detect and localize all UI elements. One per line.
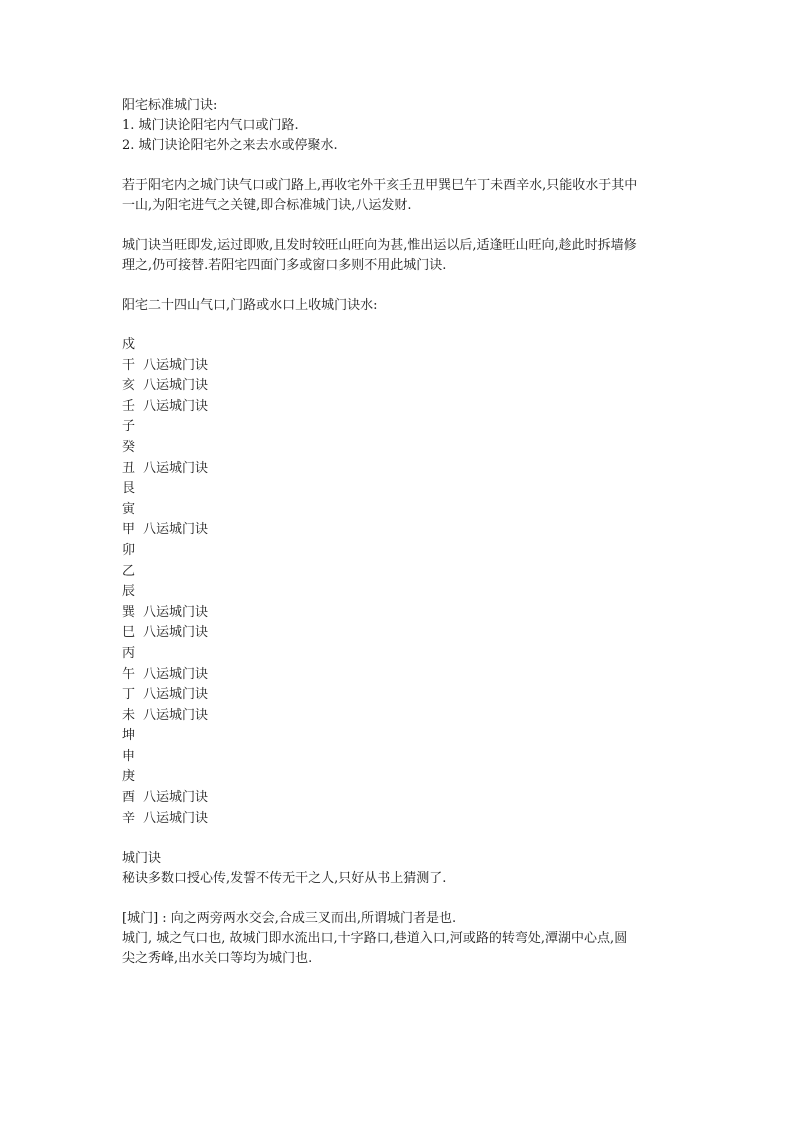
section-2-text: 秘诀多数口授心传,发誓不传无干之人,只好从书上猜测了. bbox=[122, 871, 447, 887]
mountain-name: 戍 bbox=[122, 337, 136, 352]
mountain-name: 辰 bbox=[122, 584, 136, 600]
section-2-title: 城门诀 bbox=[122, 851, 162, 867]
mountain-row bbox=[122, 356, 682, 377]
paragraph-1-line: 一山,为阳宅进气之关键,即合标准城门诀,八运发财. bbox=[122, 198, 412, 213]
mountain-row bbox=[122, 603, 682, 624]
mountain-name: 酉 bbox=[122, 790, 136, 806]
mountain-name: 未 bbox=[122, 707, 136, 723]
mountain-name: 亥 bbox=[122, 378, 136, 394]
mountain-name: 坤 bbox=[122, 728, 136, 744]
mountain-value: 八运城门诀 bbox=[143, 357, 209, 373]
mountain-name: 干 bbox=[122, 357, 136, 373]
mountain-row bbox=[122, 459, 682, 480]
mountain-name: 午 bbox=[122, 666, 136, 682]
mountain-name: 巳 bbox=[122, 625, 136, 641]
mountain-name: 癸 bbox=[122, 439, 136, 455]
mountain-name: 寅 bbox=[122, 501, 136, 517]
mountain-name: 辛 bbox=[122, 810, 136, 826]
mountain-row bbox=[122, 562, 682, 583]
mountain-row bbox=[122, 665, 682, 686]
mountain-row bbox=[122, 417, 682, 438]
paragraph-1 bbox=[122, 176, 682, 216]
mountain-row bbox=[122, 541, 682, 562]
paragraph-2-line: 理之,仍可接替.若阳宅四面门多或窗口多则不用此城门诀. bbox=[122, 258, 447, 273]
mountain-value: 八运城门诀 bbox=[143, 604, 209, 620]
paragraph-1-line: 若于阳宅内之城门诀气口或门路上,再收宅外干亥壬丑甲巽巳午丁未酉辛水,只能收水于其中 bbox=[122, 178, 638, 193]
mountain-row bbox=[122, 376, 682, 397]
section-3-line: [城门] : 向之两旁两水交会,合成三叉而出,所谓城门者是也. bbox=[122, 911, 457, 927]
point-2: 2. 城门诀论阳宅外之来去水或停聚水. bbox=[122, 138, 338, 153]
mountain-name: 丁 bbox=[122, 687, 136, 703]
mountain-row bbox=[122, 788, 682, 809]
mountain-row bbox=[122, 520, 682, 541]
mountain-row bbox=[122, 438, 682, 459]
mountain-row bbox=[122, 685, 682, 706]
document-page bbox=[122, 96, 682, 969]
mountain-row bbox=[122, 500, 682, 521]
mountain-value: 八运城门诀 bbox=[143, 522, 209, 538]
section-3 bbox=[122, 909, 682, 969]
mountain-name: 卯 bbox=[122, 542, 136, 558]
paragraph-2 bbox=[122, 236, 682, 276]
mountain-row bbox=[122, 335, 682, 356]
mountain-row bbox=[122, 809, 682, 830]
mountain-value: 八运城门诀 bbox=[143, 707, 209, 723]
mountain-value: 八运城门诀 bbox=[143, 810, 209, 826]
mountain-value: 八运城门诀 bbox=[143, 687, 209, 703]
mountain-row bbox=[122, 747, 682, 768]
mountain-name: 子 bbox=[122, 419, 136, 435]
mountain-value: 八运城门诀 bbox=[143, 625, 209, 641]
mountain-value: 八运城门诀 bbox=[143, 460, 209, 476]
mountain-name: 丑 bbox=[122, 460, 136, 476]
mountain-row bbox=[122, 767, 682, 788]
mountain-name: 巽 bbox=[122, 604, 136, 620]
mountain-row bbox=[122, 623, 682, 644]
mountain-value: 八运城门诀 bbox=[143, 666, 209, 682]
mountain-name: 申 bbox=[122, 748, 136, 764]
mountain-name: 丙 bbox=[122, 645, 136, 661]
mountain-name: 壬 bbox=[122, 398, 136, 414]
paragraph-2-line: 城门诀当旺即发,运过即败,且发时较旺山旺向为甚,惟出运以后,适逢旺山旺向,趁此时拆墙修 bbox=[122, 238, 637, 253]
heading: 阳宅标准城门诀: bbox=[122, 98, 218, 113]
mountain-name: 艮 bbox=[122, 481, 136, 497]
mountain-name: 甲 bbox=[122, 522, 136, 538]
point-1: 1. 城门诀论阳宅内气口或门路. bbox=[122, 118, 299, 133]
mountain-row bbox=[122, 644, 682, 665]
mountain-list bbox=[122, 335, 682, 829]
mountain-name: 庚 bbox=[122, 769, 136, 785]
list-title: 阳宅二十四山气口,门路或水口上收城门诀水: bbox=[122, 298, 378, 313]
mountain-row bbox=[122, 397, 682, 418]
mountain-row bbox=[122, 726, 682, 747]
mountain-row bbox=[122, 479, 682, 500]
mountain-value: 八运城门诀 bbox=[143, 378, 209, 394]
mountain-value: 八运城门诀 bbox=[143, 398, 209, 414]
mountain-row bbox=[122, 706, 682, 727]
mountain-value: 八运城门诀 bbox=[143, 790, 209, 806]
section-3-line: 城门, 城之气口也, 故城门即水流出口,十字路口,巷道入口,河或路的转弯处,潭湖中心点,圆 bbox=[122, 931, 628, 947]
mountain-name: 乙 bbox=[122, 563, 136, 579]
section-3-line: 尖之秀峰,出水关口等均为城门也. bbox=[122, 951, 313, 967]
mountain-row bbox=[122, 582, 682, 603]
